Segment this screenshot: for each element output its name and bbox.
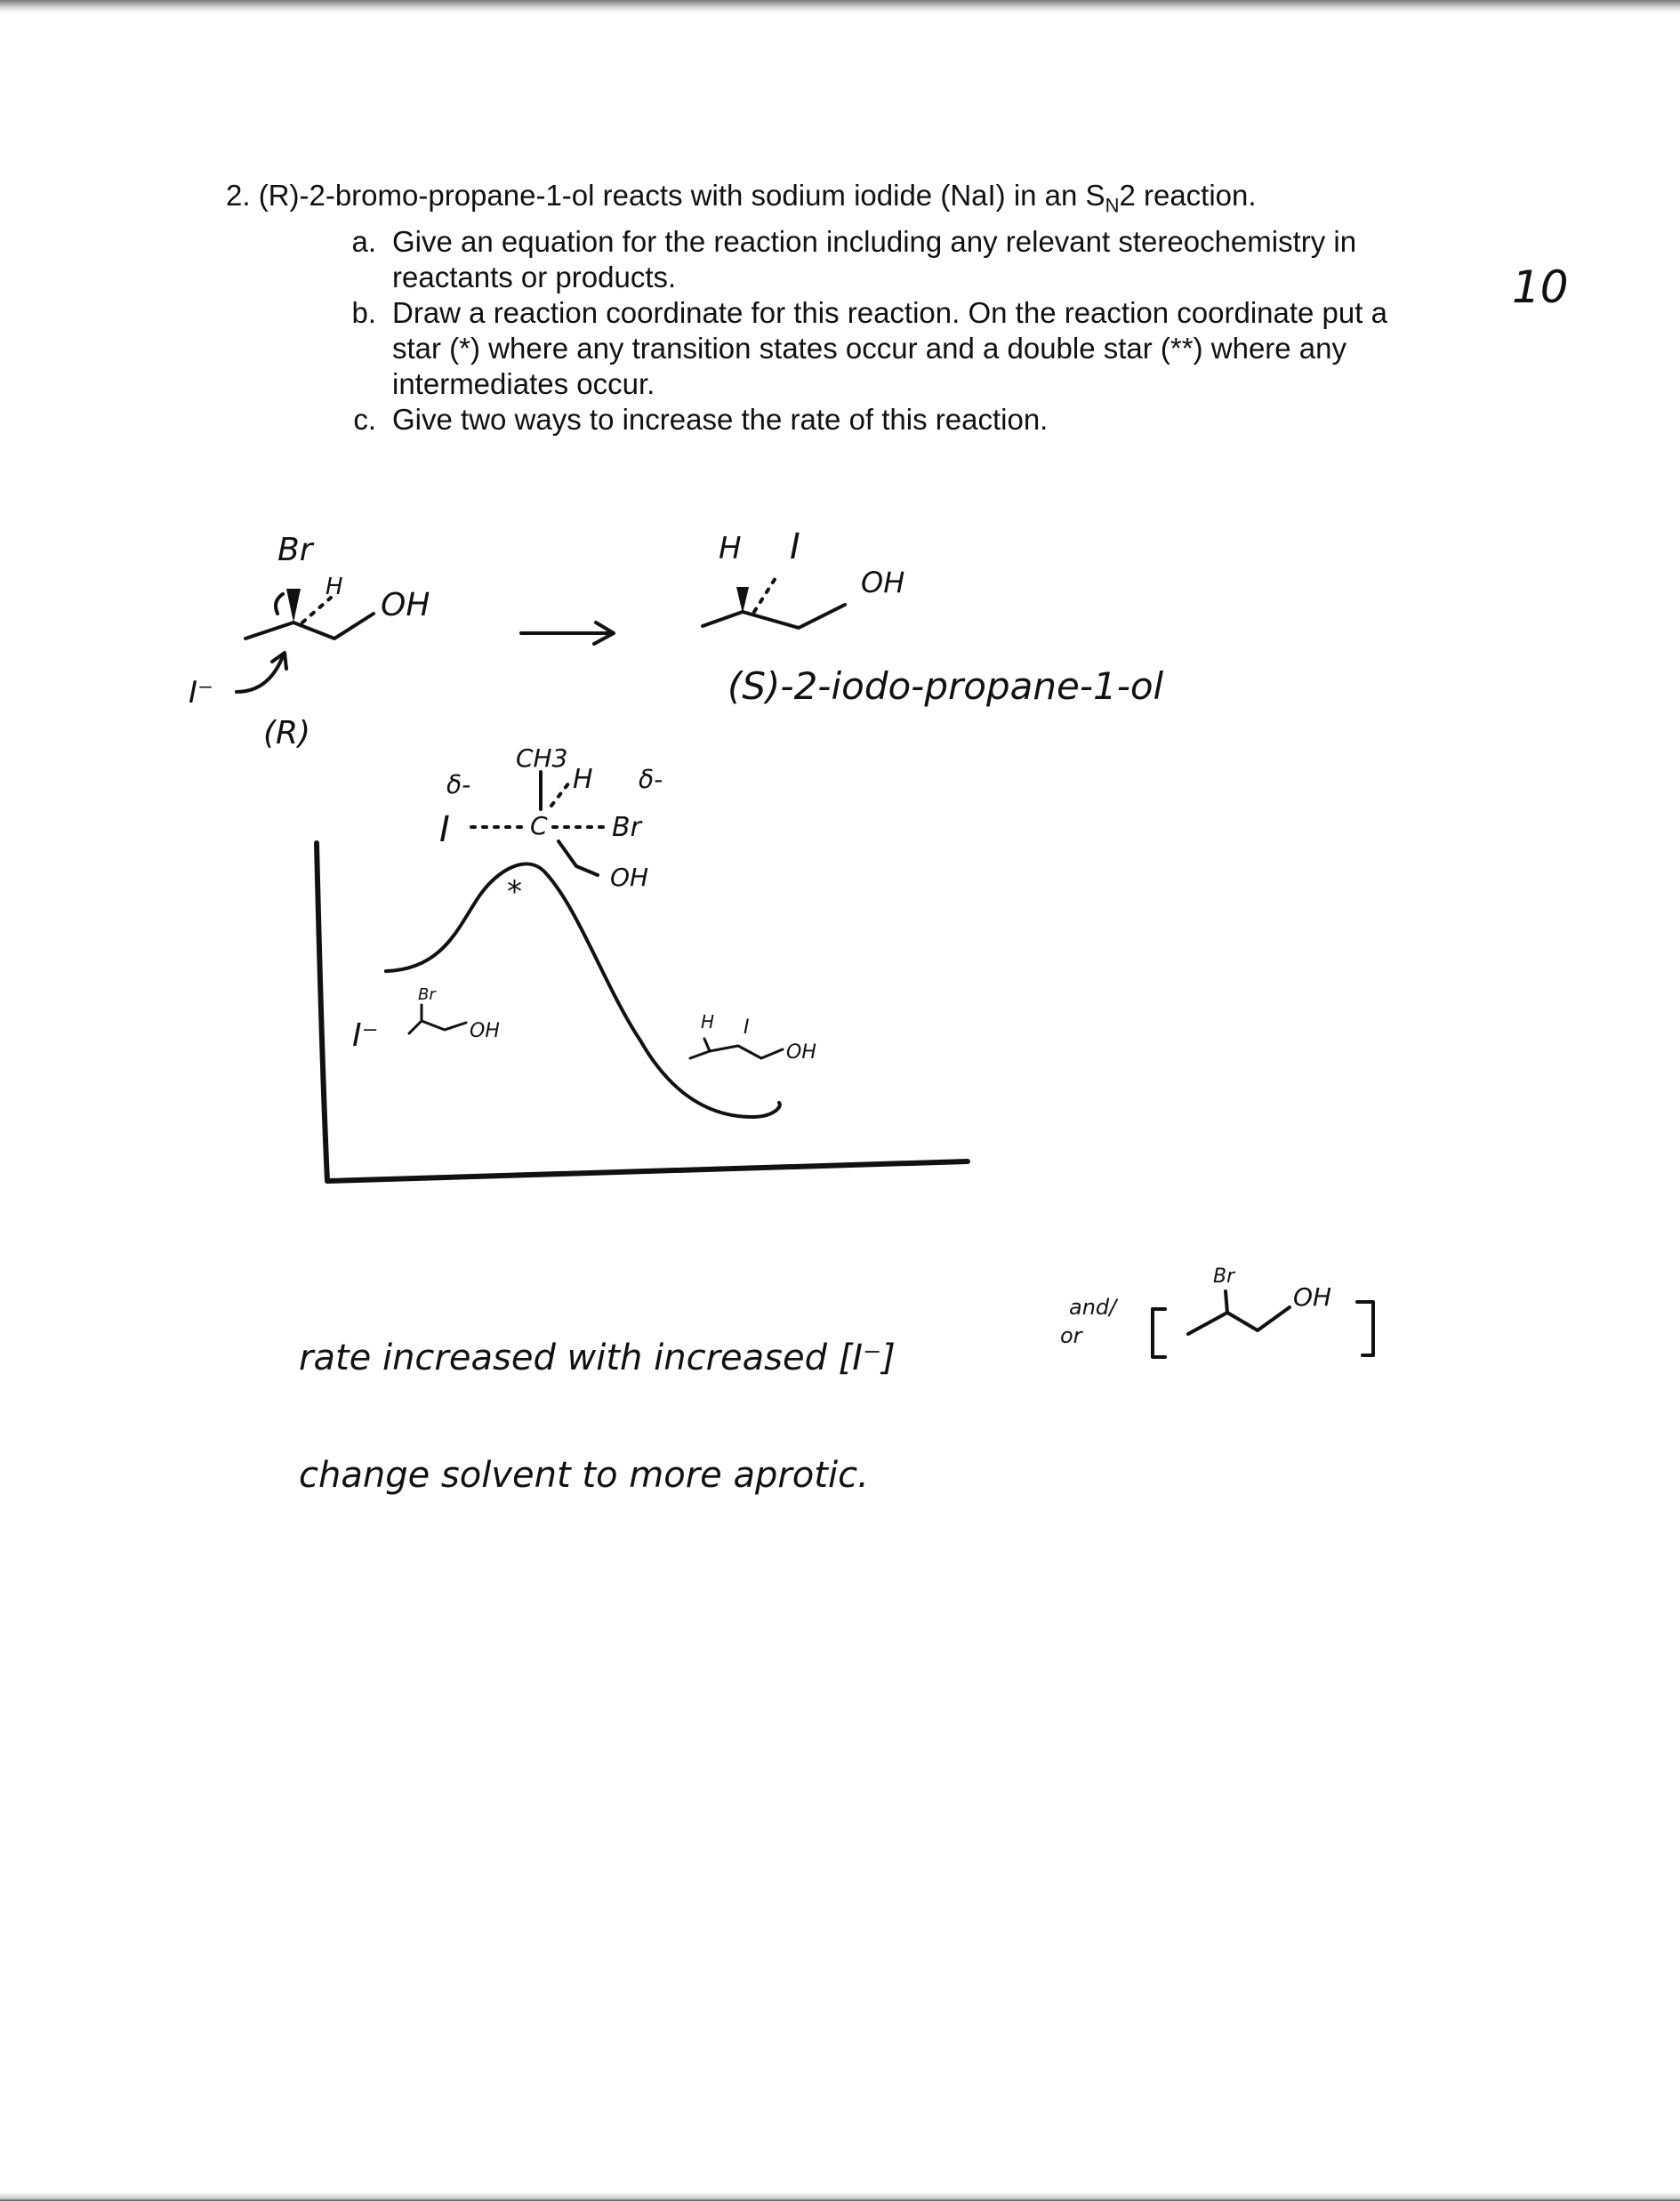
product-wedge-bond	[736, 587, 749, 614]
nucleophile-label: I⁻	[189, 675, 213, 711]
product-structure	[703, 526, 1164, 708]
score-mark: 10	[1512, 261, 1569, 313]
product-hash-bond	[754, 578, 776, 612]
part-text: Give two ways to increase the rate of this reaction.	[392, 402, 1049, 436]
product-h-label: H	[719, 531, 742, 566]
nucleophile-arrow	[237, 656, 283, 692]
end-product-skeleton	[690, 1039, 783, 1058]
substrate-oh-label: OH	[1293, 1282, 1332, 1312]
attack-arrow-small	[276, 594, 283, 614]
part-text: Give an equation for the reaction including any relevant stereochemistry in reactants or products.	[392, 224, 1357, 293]
reactant-structure	[189, 532, 430, 751]
ts-delta-right: δ-	[639, 765, 663, 794]
question-stem-suffix: 2 reaction.	[1119, 179, 1257, 212]
product-oh-label: OH	[861, 566, 905, 599]
product-skeleton	[703, 605, 845, 628]
question-stem-text: 2. (R)-2-bromo-propane-1-ol reacts with sodium iodide (NaI) in an S	[226, 179, 1105, 212]
and-or-top: and/	[1069, 1295, 1117, 1320]
part-label: b.	[351, 295, 376, 329]
ts-oh-bond	[559, 841, 598, 875]
end-oh-label: OH	[786, 1041, 816, 1064]
question-stem-subscript: N	[1105, 194, 1120, 217]
hash-bond	[302, 598, 331, 623]
scan-edge-bottom	[0, 2192, 1680, 2201]
part-c-answers	[299, 1265, 1373, 1496]
part-label: c.	[353, 402, 376, 436]
start-reactant-skeleton	[409, 1005, 466, 1033]
part-label: a.	[351, 224, 376, 258]
coordinate-axes	[317, 843, 968, 1181]
ts-h-bond	[551, 783, 569, 806]
product-name: (S)-2-iodo-propane-1-ol	[727, 664, 1164, 708]
ts-star: *	[507, 874, 522, 910]
bracket-close	[1357, 1302, 1373, 1355]
substrate-skeleton	[1188, 1291, 1290, 1334]
start-br-label: Br	[418, 985, 436, 1004]
ts-ch3-label: CH3	[516, 743, 568, 773]
reactant-config-label: (R)	[263, 715, 311, 751]
bracket-open	[1153, 1309, 1165, 1357]
part-text: Draw a reaction coordinate for this reaction. On the reaction coordinate put a star (*) where any transition states occur and a double star (**) where any intermediates occur.	[392, 295, 1387, 400]
end-i-label: I	[744, 1016, 750, 1039]
ts-delta-left: δ-	[446, 770, 471, 799]
reaction-coordinate-diagram	[317, 843, 968, 1181]
carbon-skeleton	[245, 614, 374, 639]
reactant-h-label: H	[326, 574, 343, 600]
and-or-bottom: or	[1060, 1323, 1082, 1348]
start-nucleophile-label: I⁻	[352, 1017, 379, 1054]
end-h-label: H	[701, 1011, 715, 1032]
answer-line-1: rate increased with increased [I⁻]	[299, 1337, 896, 1378]
energy-curve	[386, 864, 780, 1117]
ts-iodine-label: I	[439, 809, 450, 850]
substrate-br-label: Br	[1213, 1265, 1235, 1288]
ts-h-label: H	[573, 764, 593, 795]
ts-oh-label: OH	[610, 863, 649, 892]
start-oh-label: OH	[470, 1020, 500, 1042]
wedge-bond	[286, 589, 301, 623]
ts-carbon-label: C	[530, 811, 548, 840]
reactant-oh-label: OH	[381, 587, 430, 623]
product-i-label: I	[790, 526, 800, 567]
reaction-arrow	[521, 623, 614, 644]
reactant-br-label: Br	[277, 532, 313, 568]
transition-state	[439, 743, 663, 910]
answer-line-2: change solvent to more aprotic.	[299, 1455, 869, 1496]
ts-br-label: Br	[612, 812, 641, 843]
